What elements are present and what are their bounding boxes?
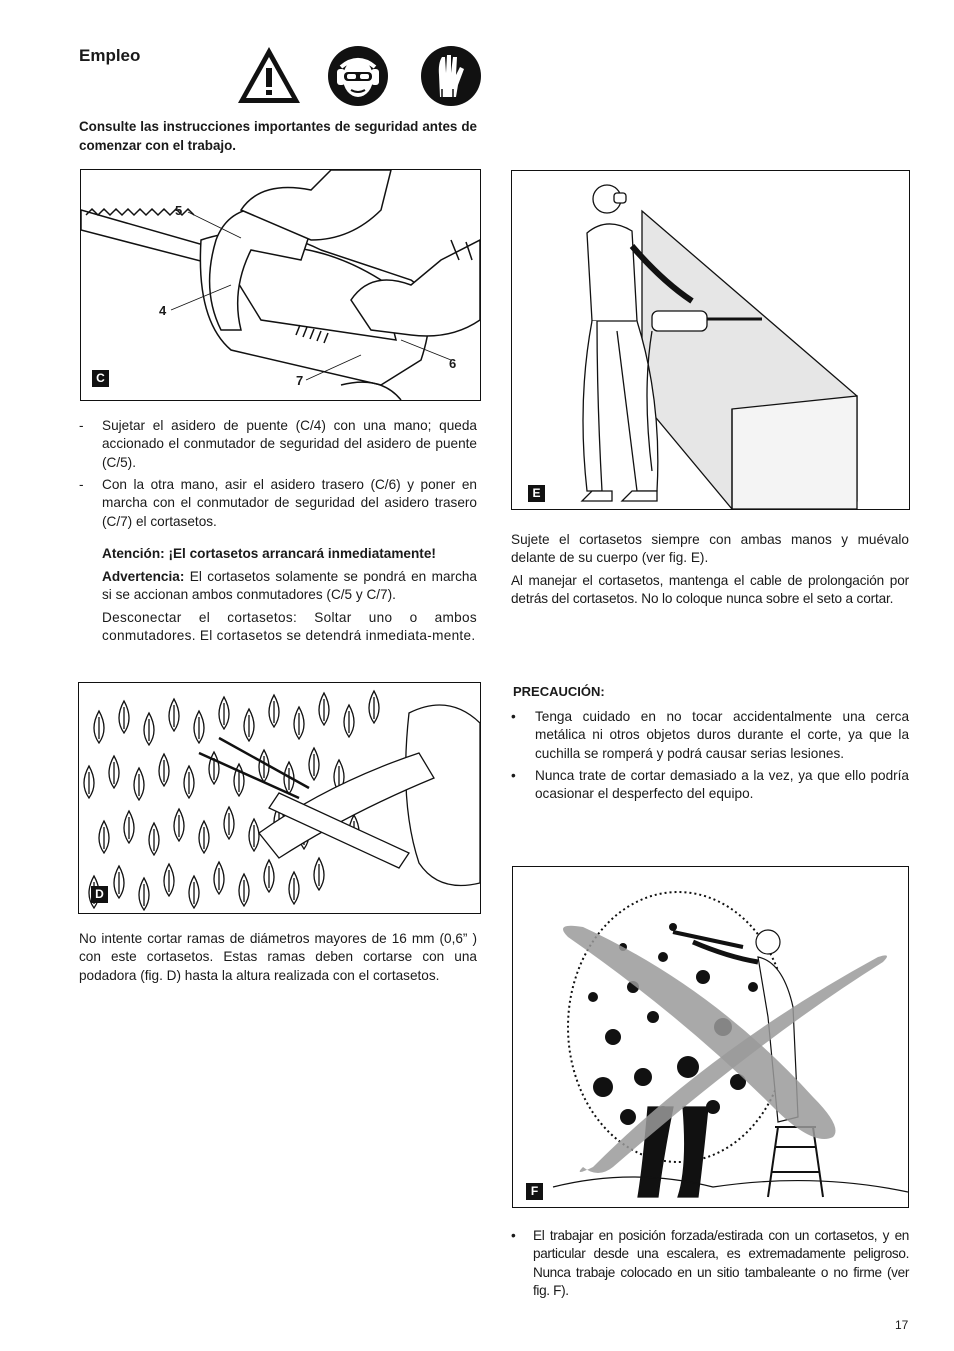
figure-e-label: E xyxy=(528,485,545,502)
callout-5: 5 xyxy=(175,203,183,218)
dash-marker: - xyxy=(79,418,84,433)
figure-d-illustration xyxy=(79,683,480,913)
list-item-text: El trabajar en posición forzada/estirada con un cortasetos, y en particular desde una escalera, es extremadamente peligroso. Nunca trabaje colocado en un sitio tambaleante o no firme (ver fig. F). xyxy=(533,1228,909,1299)
list-item xyxy=(511,708,909,763)
warning-triangle-icon xyxy=(235,44,303,106)
list-item-text: Nunca trate de cortar demasiado a la vez, ya que ello podría ocasionar el desperfecto del equipo. xyxy=(535,768,909,802)
ear-eye-protection-icon xyxy=(327,45,389,107)
figure-f xyxy=(512,866,909,1208)
warning-text: El cortasetos solamente se pondrá en marcha si se accionan ambos conmutadores (C/5 y C/7). xyxy=(102,569,477,603)
bullet-marker: • xyxy=(511,709,516,724)
page-number: 17 xyxy=(895,1318,909,1332)
bullet-marker: • xyxy=(511,768,516,783)
list-item xyxy=(79,476,477,531)
page-title: Empleo xyxy=(79,46,141,65)
figure-c-illustration xyxy=(81,170,480,400)
list-item-text: Sujetar el asidero de puente (C/4) con una mano; queda accionado el conmutador de seguridad del asidero de puente (C/5). xyxy=(102,418,477,470)
figure-f-label: F xyxy=(526,1183,543,1200)
warning-label: Advertencia: xyxy=(102,569,185,584)
gloves-icon xyxy=(420,45,482,107)
warning-paragraph xyxy=(102,568,477,605)
list-item xyxy=(79,417,477,472)
callout-6: 6 xyxy=(449,356,457,371)
figure-d-label: D xyxy=(91,886,108,903)
cable-text: Al manejar el cortasetos, mantenga el cable de prolongación por detrás del cortasetos. No lo coloque nunca sobre el seto a cortar. xyxy=(511,573,909,607)
hold-text: Sujete el cortasetos siempre con ambas manos y muévalo delante de su cuerpo (ver fig. E). xyxy=(511,532,909,566)
attention-text: Atención: ¡El cortasetos arrancará inmediatamente! xyxy=(102,546,436,561)
figure-f-illustration xyxy=(513,867,908,1207)
figure-d xyxy=(78,682,481,914)
branches-text: No intente cortar ramas de diámetros mayores de 16 mm (0,6” ) con este cortasetos. Estas ramas deben cortarse con una podadora (fig. D) hasta la altura realizada con el cortasetos. xyxy=(79,931,477,983)
list-item xyxy=(511,767,909,804)
intro-text: Consulte las instrucciones importantes de seguridad antes de comenzar con el trabajo. xyxy=(79,119,477,153)
dash-marker: - xyxy=(79,477,84,492)
list-item-text: Con la otra mano, asir el asidero trasero (C/6) y poner en marcha con el conmutador de seguridad del asidero trasero (C/7) el cortasetos. xyxy=(102,477,477,529)
figure-c xyxy=(80,169,481,401)
bullet-marker: • xyxy=(511,1228,516,1243)
figure-e xyxy=(511,170,910,510)
callout-7: 7 xyxy=(296,373,304,388)
disconnect-text: Desconectar el cortasetos: Soltar uno o ambos conmutadores. El cortasetos se detendrá inmediata-mente. xyxy=(102,610,477,644)
figure-c-label: C xyxy=(92,370,109,387)
callout-4: 4 xyxy=(159,303,167,318)
list-item xyxy=(511,1227,909,1301)
list-item-text: Tenga cuidado en no tocar accidentalmente una cerca metálica ni otros objetos duros durante el corte, ya que la cuchilla se romperá y podrá causar serias lesiones. xyxy=(535,709,909,761)
caution-title: PRECAUCIÓN: xyxy=(513,684,605,699)
figure-e-illustration xyxy=(512,171,909,509)
